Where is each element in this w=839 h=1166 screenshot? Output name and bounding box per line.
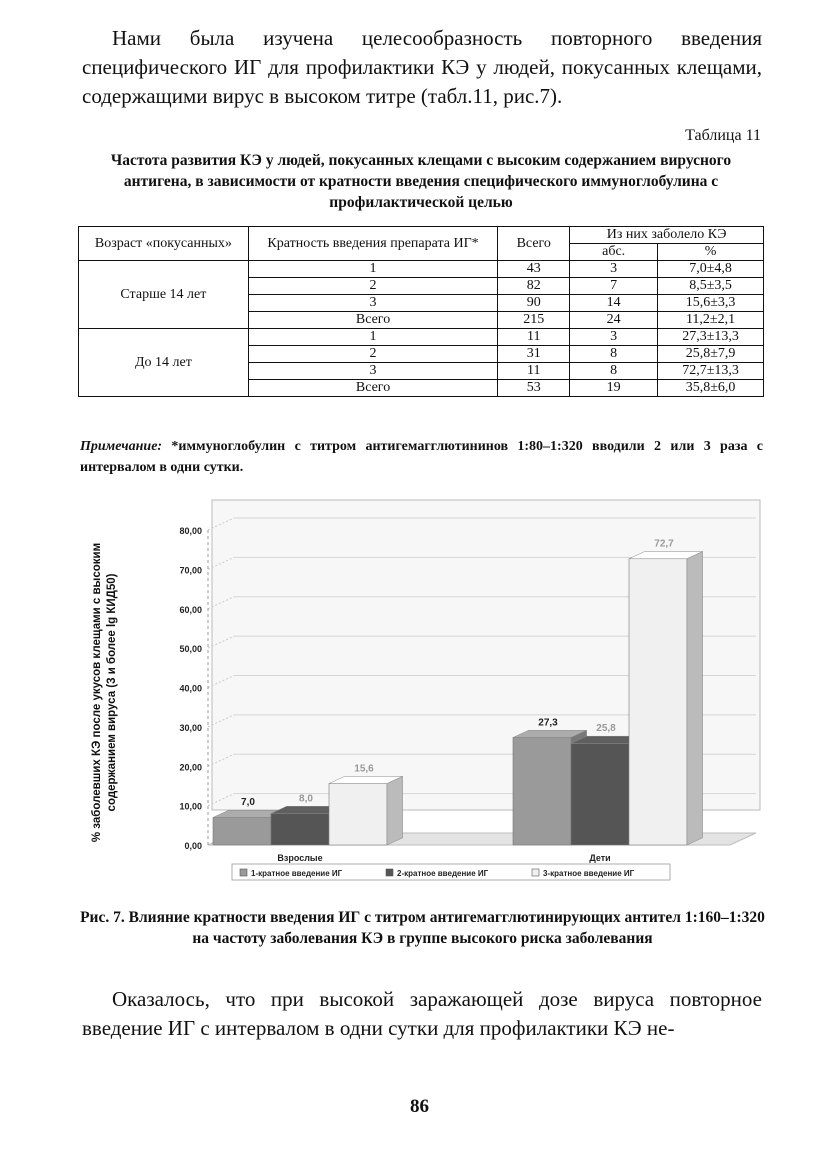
cell-pct: 15,6±3,3 xyxy=(658,295,764,312)
cell-total: 53 xyxy=(498,380,570,397)
cell-abs: 3 xyxy=(570,261,658,278)
y-tick-label: 80,00 xyxy=(179,526,202,536)
cell-pct: 35,8±6,0 xyxy=(658,380,764,397)
y-tick-label: 20,00 xyxy=(179,762,202,773)
cell-mult: Всего xyxy=(248,312,498,329)
table-row xyxy=(79,329,764,346)
cell-abs: 8 xyxy=(570,346,658,363)
header-multiplicity: Кратность введения препарата ИГ* xyxy=(248,227,498,261)
bar xyxy=(329,784,387,845)
cell-pct: 8,5±3,5 xyxy=(658,278,764,295)
cell-total: 82 xyxy=(498,278,570,295)
header-total: Всего xyxy=(498,227,570,261)
y-tick-label: 0,00 xyxy=(184,841,202,851)
cell-abs: 24 xyxy=(570,312,658,329)
header-abs: абс. xyxy=(570,244,658,261)
table-label: Таблица 11 xyxy=(685,127,761,144)
table-row xyxy=(79,261,764,278)
header-age: Возраст «покусанных» xyxy=(79,227,249,261)
cell-pct: 72,7±13,3 xyxy=(658,363,764,380)
y-tick-label: 70,00 xyxy=(179,565,202,576)
page-number: 86 xyxy=(410,1096,429,1117)
cell-pct: 11,2±2,1 xyxy=(658,312,764,329)
figure xyxy=(80,490,765,895)
legend-swatch xyxy=(240,869,247,876)
bar-side xyxy=(387,776,403,845)
group-name: До 14 лет xyxy=(79,329,249,397)
figure-caption: Рис. 7. Влияние кратности введения ИГ с титром антигемагглютинирующих антител 1:160–1:320 на частоту заболевания КЭ в группе высокого риска заболевания xyxy=(80,909,765,947)
note-label: Примечание: xyxy=(80,439,163,454)
bar-data-label: 27,3 xyxy=(538,717,558,729)
bar-data-label: 72,7 xyxy=(654,538,674,550)
intro-paragraph: Нами была изучена целесообразность повторного введения специфического ИГ для профилактики КЭ у людей, покусанных клещами, содержащими вирус в высоком титре (табл.11, рис.7). xyxy=(82,26,762,108)
note-text: *иммуноглобулин с титром антигемагглютининов 1:80–1:320 вводили 2 или 3 раза с интервалом в одни сутки. xyxy=(80,439,763,475)
legend-label: 2-кратное введение ИГ xyxy=(397,869,489,878)
cell-mult: 2 xyxy=(248,346,498,363)
bar xyxy=(571,743,629,845)
bar xyxy=(629,559,687,845)
header-sick: Из них заболело КЭ xyxy=(570,227,764,244)
cell-mult: 2 xyxy=(248,278,498,295)
cell-total: 90 xyxy=(498,295,570,312)
cell-total: 43 xyxy=(498,261,570,278)
bar-data-label: 15,6 xyxy=(354,763,374,775)
y-tick-label: 50,00 xyxy=(179,644,202,655)
cell-pct: 27,3±13,3 xyxy=(658,329,764,346)
table-note xyxy=(80,436,763,478)
cell-abs: 8 xyxy=(570,363,658,380)
cell-abs: 14 xyxy=(570,295,658,312)
cell-pct: 25,8±7,9 xyxy=(658,346,764,363)
cell-total: 215 xyxy=(498,312,570,329)
cell-mult: 3 xyxy=(248,363,498,380)
bar-data-label: 8,0 xyxy=(299,793,313,805)
cell-total: 31 xyxy=(498,346,570,363)
cell-pct: 7,0±4,8 xyxy=(658,261,764,278)
legend-swatch xyxy=(386,869,393,876)
x-category-label: Дети xyxy=(589,853,611,863)
bar-data-label: 7,0 xyxy=(241,797,255,809)
cell-abs: 3 xyxy=(570,329,658,346)
cell-mult: 3 xyxy=(248,295,498,312)
bar xyxy=(271,814,329,846)
y-tick-label: 30,00 xyxy=(179,722,202,733)
cell-abs: 7 xyxy=(570,278,658,295)
legend-label: 1-кратное введение ИГ xyxy=(251,869,343,878)
y-tick-label: 60,00 xyxy=(179,604,202,615)
cell-total: 11 xyxy=(498,329,570,346)
group-name: Старше 14 лет xyxy=(79,261,249,329)
bar xyxy=(213,817,271,845)
legend-label: 3-кратное введение ИГ xyxy=(543,869,635,878)
y-tick-label: 10,00 xyxy=(179,801,202,812)
header-pct: % xyxy=(658,244,764,261)
bar-chart xyxy=(80,490,765,895)
cell-abs: 19 xyxy=(570,380,658,397)
cell-total: 11 xyxy=(498,363,570,380)
cell-mult: 1 xyxy=(248,261,498,278)
legend-swatch xyxy=(532,869,539,876)
x-category-label: Взрослые xyxy=(277,853,323,863)
cell-mult: 1 xyxy=(248,329,498,346)
y-axis-title: % заболевших КЭ после укусов клещами с высоким xyxy=(91,542,103,843)
incidence-table xyxy=(78,226,764,397)
y-tick-label: 40,00 xyxy=(179,683,202,694)
bar-data-label: 25,8 xyxy=(596,723,616,735)
closing-paragraph: Оказалось, что при высокой заражающей дозе вируса повторное введение ИГ с интервалом в одни сутки для профилактики КЭ не- xyxy=(82,987,762,1040)
y-axis-title-line2: содержанием вируса (3 и более lg КИД50) xyxy=(106,573,118,812)
bar xyxy=(513,738,571,845)
bar-side xyxy=(687,552,703,845)
cell-mult: Всего xyxy=(248,380,498,397)
table-title: Частота развития КЭ у людей, покусанных клещами с высоким содержанием вирусного антигена, в зависимости от кратности введения специфического иммуноглобулина с профилактической целью xyxy=(110,152,732,211)
